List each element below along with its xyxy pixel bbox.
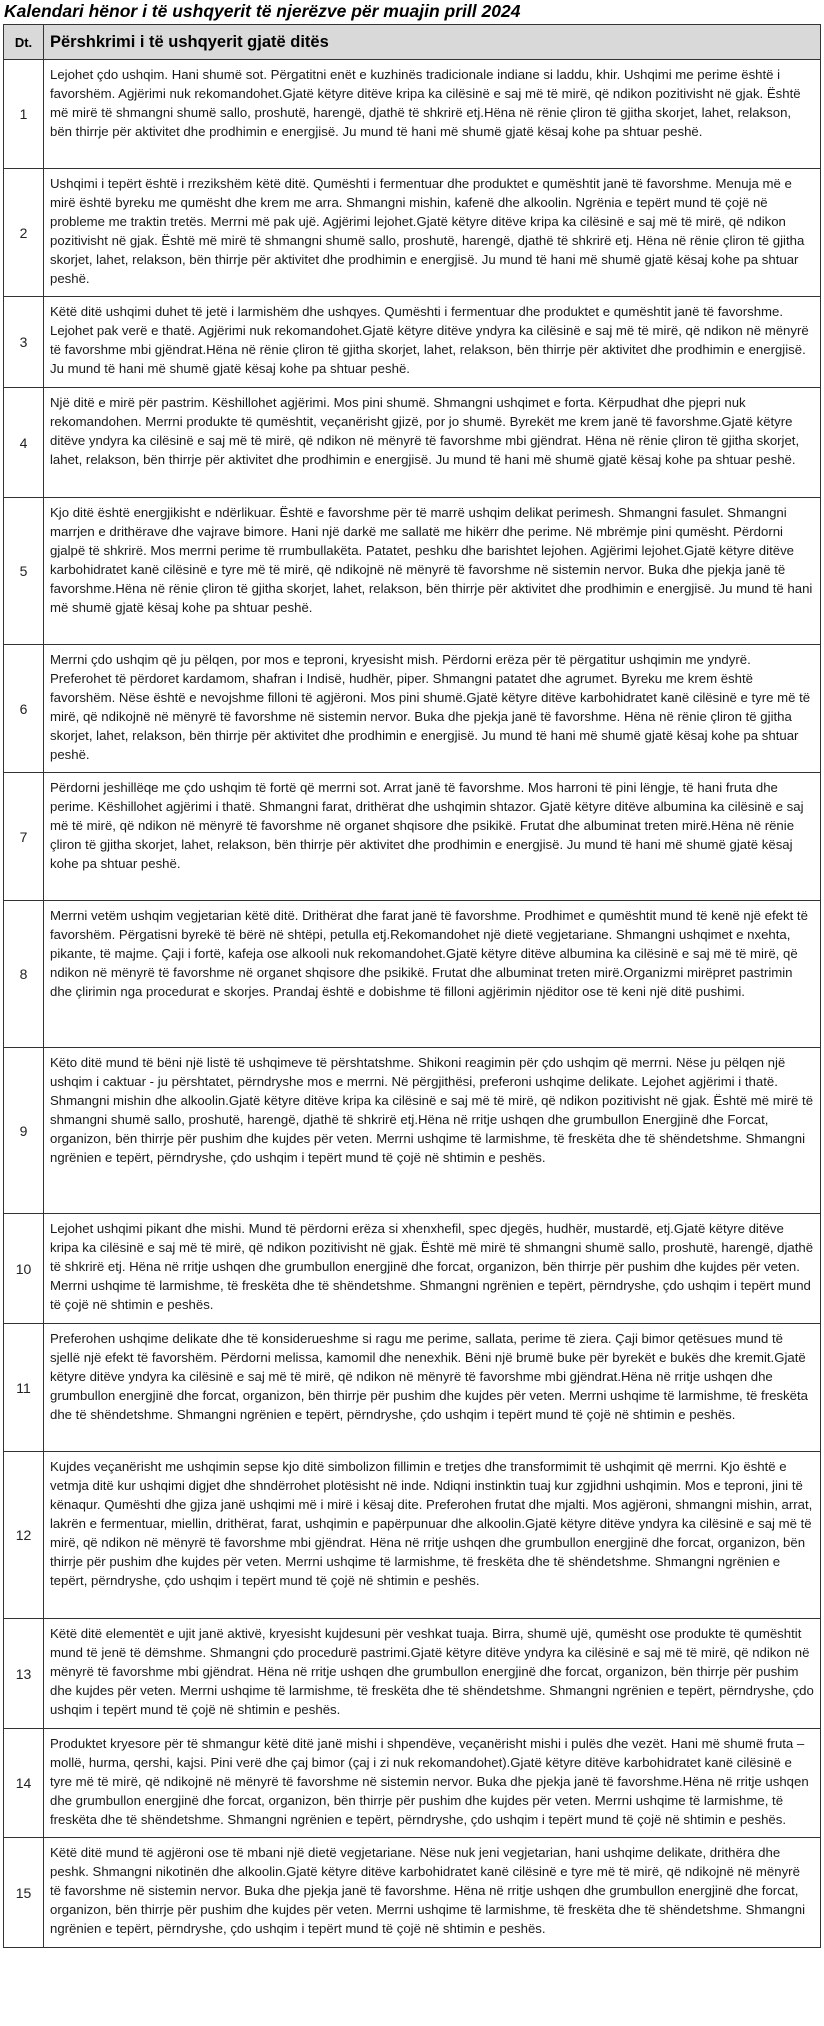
- table-row: [4, 1619, 821, 1729]
- table-row: [4, 169, 821, 297]
- day-number: 14: [4, 1729, 44, 1838]
- day-description: Lejohet ushqimi pikant dhe mishi. Mund të përdorni erëza si xhenxhefil, spec djegës, hudhër, mustardë, etj.Gjatë këtyre ditëve kripa ka cilësinë e saj më të mirë, që ndikon pozitivisht në gjak. Është më mirë të shmangni shumë sallo, proshutë, harengë, djathë të shkrirë etj. Hëna në rritje ushqen dhe grumbullon energjinë dhe forcat, organizon, bën thirrje për pushim dhe kujdes për veten. Merrni ushqime të larmishme, të freskëta dhe të shëndetshme. Shmangni ngrënien e tepërt, përndryshe, çdo ushqim i tepërt mund të çojë në shtimin e peshës.: [44, 1214, 821, 1324]
- day-description: Këtë ditë ushqimi duhet të jetë i larmishëm dhe ushqyes. Qumështi i fermentuar dhe produktet e qumështit janë të favorshme. Lejohet pak verë e thatë. Agjërimi nuk rekomandohet.Gjatë këtyre ditëve yndyra ka cilësinë e saj më të mirë, që ndikon në mënyrë të favorshme mbi gjëndrat.Hëna në rënie çliron të gjitha skorjet, lahet, relakson, bën thirrje për aktivitet dhe prodhimin e energjisë. Ju mund të hani më shumë gjatë kësaj kohe pa shtuar peshë.: [44, 297, 821, 388]
- table-row: [4, 1729, 821, 1838]
- table-row: [4, 60, 821, 169]
- day-description: Merrni çdo ushqim që ju pëlqen, por mos e teproni, kryesisht mish. Përdorni erëza për të përgatitur ushqimin me yndyrë. Preferohet të përdoret kardamom, shafran i Indisë, hudhër, piper. Shmangni patatet dhe agrumet. Byreku me krem është favorshëm. Nëse është e nevojshme filloni të agjëroni. Mos pini shumë.Gjatë këtyre ditëve karbohidratet kanë cilësinë e tyre më të mirë, që ndikojnë në mënyrë të favorshme në sistemin nervor. Buka dhe pjekja janë të favorshme. Hëna në rënie çliron të gjitha skorjet, lahet, relakson, bën thirrje për aktivitet dhe prodhimin e energjisë. Ju mund të hani më shumë gjatë kësaj kohe pa shtuar peshë.: [44, 645, 821, 773]
- table-row: [4, 1452, 821, 1619]
- day-description: Ushqimi i tepërt është i rrezikshëm këtë ditë. Qumështi i fermentuar dhe produktet e qumështit janë të favorshme. Menuja më e mirë është byreku me qumësht dhe krem me arra. Shmangni mishin, kafenë dhe alkoolin. Ngrënia e tepërt mund të çojë në probleme me traktin tretës. Merrni më pak ujë. Agjërimi lejohet.Gjatë këtyre ditëve kripa ka cilësinë e saj më të mirë, që ndikon pozitivisht në gjak. Është më mirë të shmangni shumë sallo, proshutë, harengë, djathë të shkrirë etj. Hëna në rënie çliron të gjitha skorjet, lahet, relakson, bën thirrje për aktivitet dhe prodhimin e energjisë. Ju mund të hani më shumë gjatë kësaj kohe pa shtuar peshë.: [44, 169, 821, 297]
- day-description: Këto ditë mund të bëni një listë të ushqimeve të përshtatshme. Shikoni reagimin për çdo ushqim që merrni. Nëse ju pëlqen një ushqim i caktuar - ju përshtatet, përndryshe mos e merrni. Në përgjithësi, preferoni ushqime delikate. Lejohet agjërimi i thatë. Shmangni mishin dhe alkoolin.Gjatë këtyre ditëve kripa ka cilësinë e saj më të mirë, që ndikon pozitivisht në gjak. Është më mirë të shmangni shumë sallo, proshutë, harengë, djathë të shkrirë etj.Hëna në rritje ushqen dhe grumbullon Energjinë dhe Forcat, organizon, bën thirrje për pushim dhe kujdes për veten. Merrni ushqime të larmishme, të freskëta dhe të shëndetshme. Shmangni ngrënien e tepërt, përndryshe, çdo ushqim i tepërt mund të çojë në shtimin e peshës.: [44, 1048, 821, 1214]
- day-description: Një ditë e mirë për pastrim. Këshillohet agjërimi. Mos pini shumë. Shmangni ushqimet e forta. Kërpudhat dhe pjepri nuk rekomandohen. Merrni produkte të qumështit, veçanërisht gjizë, por jo shumë. Byrekët me krem janë të favorshme.Gjatë këtyre ditëve yndyra ka cilësinë e saj më të mirë, që ndikon në mënyrë të favorshme mbi gjëndrat. Hëna në rënie çliron të gjitha skorjet, lahet, relakson, bën thirrje për aktivitet dhe prodhimin e energjisë. Ju mund të hani më shumë gjatë kësaj kohe pa shtuar peshë.: [44, 388, 821, 498]
- day-number: 13: [4, 1619, 44, 1729]
- day-number: 6: [4, 645, 44, 773]
- table-row: [4, 1324, 821, 1452]
- day-number: 15: [4, 1838, 44, 1948]
- day-number: 4: [4, 388, 44, 498]
- day-description: Kujdes veçanërisht me ushqimin sepse kjo ditë simbolizon fillimin e tretjes dhe transformimit të ushqimit që merrni. Kjo është e vetmja ditë kur ushqimi digjet dhe shndërrohet plotësisht në inde. Ndiqni instinktin tuaj kur zgjidhni ushqimin. Mos e teproni, jini të kënaqur. Qumështi dhe gjiza janë ushqimi më i mirë i kësaj dite. Preferohen frutat dhe mjalti. Mos agjëroni, shmangni mishin, arrat, lakrën e fermentuar, miellin, drithërat, farat, ushqimin e papërpunuar dhe alkoolin.Gjatë këtyre ditëve yndyra ka cilësinë e saj më të mirë, që ndikon në mënyrë të favorshme mbi gjëndrat. Hëna në rritje ushqen dhe grumbullon energjinë dhe forcat, organizon, bën thirrje për pushim dhe kujdes për veten. Merrni ushqime të larmishme, të freskëta dhe të shëndetshme. Shmangni ngrënien e tepërt, përndryshe, çdo ushqim i tepërt mund të çojë në shtimin e peshës.: [44, 1452, 821, 1619]
- day-description: Këtë ditë mund të agjëroni ose të mbani një dietë vegjetariane. Nëse nuk jeni vegjetarian, hani ushqime delikate, drithëra dhe peshk. Shmangni nikotinën dhe alkoolin.Gjatë këtyre ditëve karbohidratet kanë cilësinë e tyre më të mirë, që ndikojnë në mënyrë të favorshme në sistemin nervor. Buka dhe pjekja janë të favorshme. Hëna në rritje ushqen dhe grumbullon energjinë dhe forcat, organizon, bën thirrje për pushim dhe kujdes për veten. Merrni ushqime të larmishme, të freskëta dhe të shëndetshme. Shmangni ngrënien e tepërt, përndryshe, çdo ushqim i tepërt mund të çojë në shtimin e peshës.: [44, 1838, 821, 1948]
- day-number: 10: [4, 1214, 44, 1324]
- table-header-row: [4, 25, 821, 60]
- day-description: Preferohen ushqime delikate dhe të konsiderueshme si ragu me perime, sallata, perime të ziera. Çaji bimor qetësues mund të sjellë një efekt të favorshëm. Përdorni melissa, kamomil dhe nenexhik. Bëni një brumë buke për byrekët e bukës dhe kremit.Gjatë këtyre ditëve yndyra ka cilësinë e saj më të mirë, që ndikon në mënyrë të favorshme mbi gjëndrat.Hëna në rritje ushqen dhe grumbullon energjinë dhe forcat, organizon, bën thirrje për pushim dhe kujdes për veten. Merrni ushqime të larmishme, të freskëta dhe të shëndetshme. Shmangni ngrënien e tepërt, përndryshe, çdo ushqim i tepërt mund të çojë në shtimin e peshës.: [44, 1324, 821, 1452]
- table-row: [4, 498, 821, 645]
- day-description: Këtë ditë elementët e ujit janë aktivë, kryesisht kujdesuni për veshkat tuaja. Birra, shumë ujë, qumësht ose produkte të qumështit mund të jenë të dëmshme. Shmangni çdo procedurë pastrimi.Gjatë këtyre ditëve yndyra ka cilësinë e saj më të mirë, që ndikon në mënyrë të favorshme mbi gjëndrat. Hëna në rritje ushqen dhe grumbullon energjinë dhe forcat, organizon, bën thirrje për pushim dhe kujdes për veten. Merrni ushqime të larmishme, të freskëta dhe të shëndetshme. Shmangni ngrënien e tepërt, përndryshe, çdo ushqim i tepërt mund të çojë në shtimin e peshës.: [44, 1619, 821, 1729]
- day-number: 2: [4, 169, 44, 297]
- day-description: Merrni vetëm ushqim vegjetarian këtë ditë. Drithërat dhe farat janë të favorshme. Prodhimet e qumështit mund të kenë një efekt të favorshëm. Përgatisni byrekë të bërë në shtëpi, petulla etj.Rekomandohet një dietë vegjetariane. Shmangni ushqimet e nxehta, pikante, të majme. Çaji i fortë, kafeja ose alkooli nuk rekomandohet.Gjatë këtyre ditëve albumina ka cilësinë e saj më të mirë, që ndikon në mënyrë të favorshme në organet shqisore dhe psikikë. Frutat dhe albuminat treten mirë.Organizmi mirëpret pastrimin dhe çlirimin nga procedurat e skorjes. Prandaj është e dobishme të filloni agjërimin njëditor ose të keni një ditë pushimi.: [44, 901, 821, 1048]
- day-number: 1: [4, 60, 44, 169]
- day-number: 8: [4, 901, 44, 1048]
- page-title: Kalendari hënor i të ushqyerit të njerëzve për muajin prill 2024: [4, 1, 521, 21]
- day-description: Produktet kryesore për të shmangur këtë ditë janë mishi i shpendëve, veçanërisht mishi i pulës dhe vezët. Hani më shumë fruta – mollë, hurma, qershi, kajsi. Pini verë dhe çaj bimor (çaj i zi nuk rekomandohet).Gjatë këtyre ditëve karbohidratet kanë cilësinë e tyre më të mirë, që ndikojnë në mënyrë të favorshme në sistemin nervor. Buka dhe pjekja janë të favorshme.Hëna në rritje ushqen dhe grumbullon energjinë dhe forcat, organizon, bën thirrje për pushim dhe kujdes për veten. Merrni ushqime të larmishme, të freskëta dhe të shëndetshme. Shmangni ngrënien e tepërt, përndryshe, çdo ushqim i tepërt mund të çojë në shtimin e peshës.: [44, 1729, 821, 1838]
- day-number: 12: [4, 1452, 44, 1619]
- day-number: 9: [4, 1048, 44, 1214]
- nutrition-calendar-table: [3, 24, 821, 1948]
- table-row: [4, 901, 821, 1048]
- day-description: Kjo ditë është energjikisht e ndërlikuar. Është e favorshme për të marrë ushqim delikat perimesh. Shmangni fasulet. Shmangni marrjen e drithërave dhe vajrave bimore. Hani një darkë me sallatë me hikërr dhe perime. Në mbrëmje pini qumësht. Përdorni gjalpë të shkrirë. Mos merrni perime të rrumbullakëta. Patatet, peshku dhe barishtet lejohen. Agjërimi lejohet.Gjatë këtyre ditëve karbohidratet kanë cilësinë e tyre më të mirë, që ndikojnë në mënyrë të favorshme në sistemin nervor. Buka dhe pjekja janë të favorshme.Hëna në rënie çliron të gjitha skorjet, lahet, relakson, bën thirrje për aktivitet dhe prodhimin e energjisë. Ju mund të hani më shumë gjatë kësaj kohe pa shtuar peshë.: [44, 498, 821, 645]
- day-description: Përdorni jeshillëqe me çdo ushqim të fortë që merrni sot. Arrat janë të favorshme. Mos harroni të pini lëngje, të hani fruta dhe perime. Këshillohet agjërimi i thatë. Shmangni farat, drithërat dhe ushqimin shtazor. Gjatë këtyre ditëve albumina ka cilësinë e saj më të mirë, që ndikon në mënyrë të favorshme në organet shqisore dhe psikikë. Frutat dhe albuminat treten mirë.Hëna në rënie çliron të gjitha skorjet, lahet, relakson, bën thirrje për aktivitet dhe prodhimin e energjisë. Ju mund të hani më shumë gjatë kësaj kohe pa shtuar peshë.: [44, 773, 821, 901]
- table-row: [4, 1838, 821, 1948]
- day-description: Lejohet çdo ushqim. Hani shumë sot. Përgatitni enët e kuzhinës tradicionale indiane si laddu, khir. Ushqimi me perime është i favorshëm. Agjërimi nuk rekomandohet.Gjatë këtyre ditëve kripa ka cilësinë e saj më të mirë, që ndikon pozitivisht në gjak. Është më mirë të shmangni shumë sallo, proshutë, harengë, djathë të shkrirë etj.Hëna në rënie çliron të gjitha skorjet, lahet, relakson, bën thirrje për aktivitet dhe prodhimin e energjisë. Ju mund të hani më shumë gjatë kësaj kohe pa shtuar peshë.: [44, 60, 821, 169]
- table-row: [4, 1048, 821, 1214]
- table-row: [4, 773, 821, 901]
- table-row: [4, 388, 821, 498]
- column-header-day: Dt.: [4, 25, 44, 60]
- column-header-description: Përshkrimi i të ushqyerit gjatë ditës: [44, 25, 821, 60]
- day-number: 7: [4, 773, 44, 901]
- table-row: [4, 1214, 821, 1324]
- day-number: 11: [4, 1324, 44, 1452]
- day-number: 5: [4, 498, 44, 645]
- table-row: [4, 645, 821, 773]
- table-row: [4, 297, 821, 388]
- day-number: 3: [4, 297, 44, 388]
